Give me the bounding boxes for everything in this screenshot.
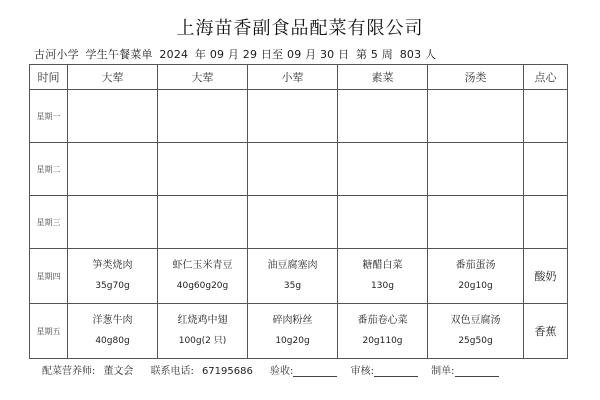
print-label: 制单: [431, 366, 455, 377]
menu-cell [338, 90, 428, 143]
signature-footer [42, 362, 572, 377]
phone-label: 联系电话: [150, 366, 194, 377]
col-header-time: 时间 [30, 65, 68, 90]
dish-name: 碎肉粉丝 [272, 315, 313, 326]
menu-cell [524, 90, 568, 143]
menu-cell [338, 304, 428, 359]
dish-quantity: 35g [283, 281, 302, 291]
day-label: 星期五 [30, 304, 68, 359]
menu-cell [338, 196, 428, 249]
menu-cell [524, 143, 568, 196]
week-number: 第 5 周 [356, 48, 393, 61]
menu-cell [338, 249, 428, 304]
dish-quantity: 40g60g20g [176, 281, 229, 291]
company-title: 上海苗香副食品配菜有限公司 [176, 18, 424, 39]
table-row [30, 90, 568, 143]
dish-quantity: 20g110g [362, 336, 403, 346]
dish-quantity: 40g80g [95, 336, 130, 346]
dish-quantity: 10g20g [275, 336, 310, 346]
student-count: 803 人 [399, 48, 437, 61]
menu-cell [68, 90, 158, 143]
menu-cell [248, 304, 338, 359]
day-label: 星期二 [30, 143, 68, 196]
nutritionist-label: 配菜营养师: [42, 366, 96, 377]
dish-quantity: 100g(2 只) [178, 336, 227, 346]
day-label: 星期四 [30, 249, 68, 304]
day-label: 星期三 [30, 196, 68, 249]
dish-name: 番茄卷心菜 [357, 315, 408, 326]
menu-cell [428, 249, 524, 304]
dish-quantity: 20g10g [458, 281, 493, 291]
menu-cell [428, 90, 524, 143]
menu-type: 学生午餐菜单 [85, 48, 153, 61]
menu-cell [248, 90, 338, 143]
menu-cell [338, 143, 428, 196]
menu-cell [428, 143, 524, 196]
menu-table [29, 64, 568, 359]
phone-number: 67195686 [201, 366, 253, 377]
check-label: 验收: [270, 366, 294, 377]
dish-name: 笋类烧肉 [92, 260, 133, 271]
table-row [30, 143, 568, 196]
menu-cell [68, 143, 158, 196]
table-row [30, 304, 568, 359]
menu-cell [428, 304, 524, 359]
dish-name: 洋葱牛肉 [92, 315, 133, 326]
menu-cell [158, 90, 248, 143]
review-label: 审核: [350, 366, 374, 377]
table-row [30, 249, 568, 304]
menu-subtitle [34, 46, 554, 65]
menu-cell [428, 196, 524, 249]
col-header-main-meat-2: 大荤 [158, 65, 248, 90]
print-signature-line [455, 376, 499, 377]
dish-quantity: 25g50g [458, 336, 493, 346]
col-header-vegetable: 素菜 [338, 65, 428, 90]
menu-cell [524, 196, 568, 249]
dish-name: 红烧鸡中翅 [177, 315, 228, 326]
col-header-side-meat: 小荤 [248, 65, 338, 90]
menu-cell [158, 196, 248, 249]
check-signature-line [293, 376, 337, 377]
table-header-row [30, 65, 568, 90]
snack-cell: 香蕉 [524, 304, 568, 359]
menu-cell [158, 304, 248, 359]
menu-cell [158, 143, 248, 196]
menu-cell [248, 249, 338, 304]
dish-quantity: 35g70g [95, 281, 130, 291]
dish-name: 番茄蛋汤 [455, 260, 496, 271]
dish-name: 双色豆腐汤 [450, 315, 501, 326]
dish-name: 糖醋白菜 [362, 260, 403, 271]
menu-cell [68, 196, 158, 249]
col-header-snack: 点心 [524, 65, 568, 90]
school-name: 古河小学 [34, 48, 79, 61]
review-signature-line [374, 376, 418, 377]
menu-cell [248, 143, 338, 196]
menu-cell [248, 196, 338, 249]
menu-cell [68, 249, 158, 304]
snack-cell: 酸奶 [524, 249, 568, 304]
dish-name: 油豆腐塞肉 [267, 260, 318, 271]
menu-cell [158, 249, 248, 304]
table-row [30, 196, 568, 249]
nutritionist-name: 董文会 [103, 366, 134, 377]
menu-cell [68, 304, 158, 359]
day-label: 星期一 [30, 90, 68, 143]
dish-quantity: 130g [371, 281, 394, 291]
col-header-soup: 汤类 [428, 65, 524, 90]
date-range: 年 09 月 29 日至 09 月 30 日 [194, 48, 350, 61]
menu-year: 2024 [159, 48, 189, 61]
col-header-main-meat-1: 大荤 [68, 65, 158, 90]
dish-name: 虾仁玉米青豆 [172, 260, 233, 271]
